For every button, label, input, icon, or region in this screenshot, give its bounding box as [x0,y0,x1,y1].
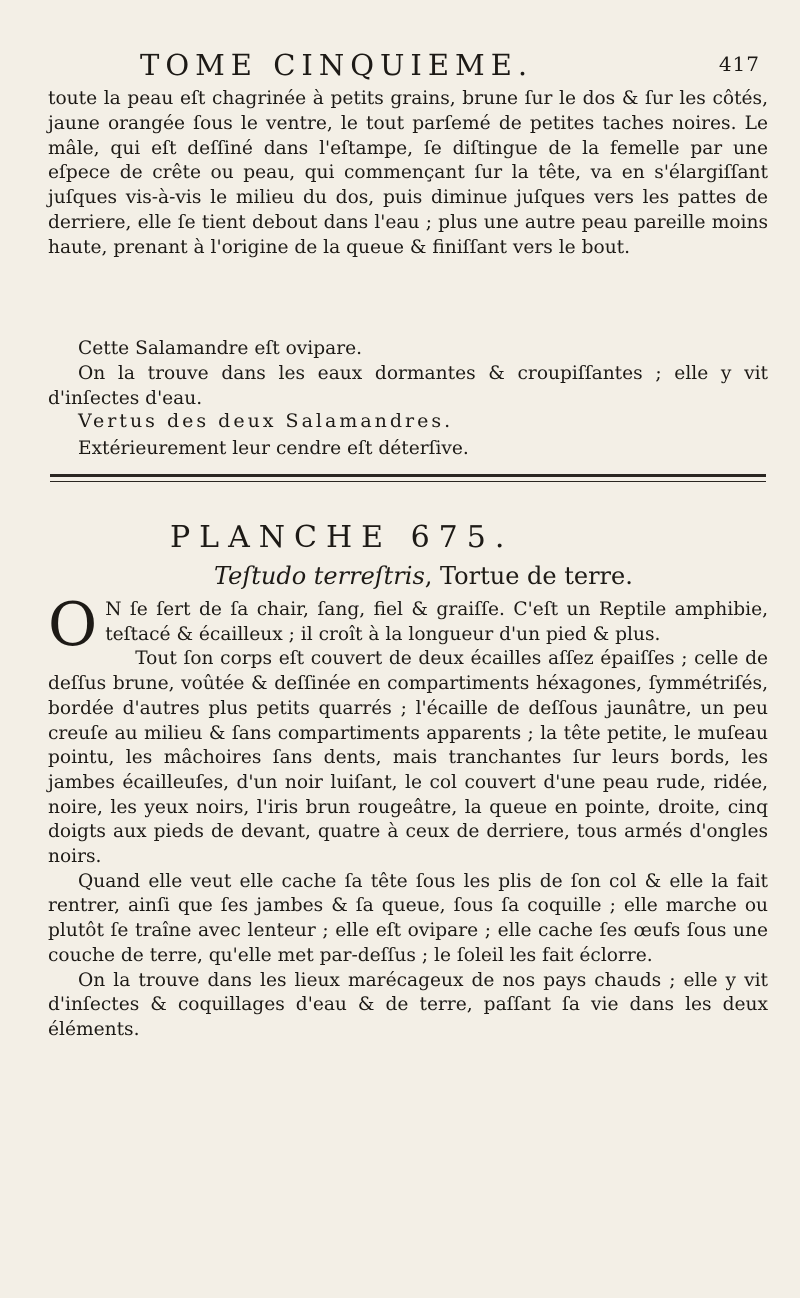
paragraph-text: On la trouve dans les lieux marécageux de nos pays chauds ; elle y vit d'inſectes & coquillages d'eau & de terre, paſſant ſa vie dans les deux éléments. [48,969,768,1040]
vertus-paragraph [48,437,768,462]
paragraph-text: toute la peau eſt chagrinée à petits grains, brune ſur le dos & ſur les côtés, jaune orangée ſous le ventre, le tout parſemé de petites taches noires. Le mâle, qui eſt deſſiné dans l'eſtampe, ſe diſtingue de la femelle par une eſpece de crête ou peau, qui commençant ſur la tête, va en s'élargiſſant juſques vis-à-vis le milieu du dos, puis diminue juſques vers les pattes de derriere, elle ſe tient debout dans l'eau ; plus une autre peau pareille moins haute, prenant à l'origine de la queue & finiſſant vers le bout. [48,88,768,258]
paragraph-text: On la trouve dans les eaux dormantes & croupiſſantes ; elle y vit d'inſectes d'eau. [48,363,768,409]
paragraph-text: Extérieurement leur cendre eſt déterſive. [78,438,469,459]
section-divider [50,474,766,482]
species-heading [214,562,633,590]
paragraph-text: N ſe ſert de ſa chair, ſang, fiel & graiſſe. C'eſt un Reptile amphibie, teſtacé & écailleux ; il croît à la longueur d'un pied & plus. [105,599,768,645]
ovipare-paragraph [48,337,768,362]
running-header [140,48,760,88]
latin-name: Teſtudo terreſtris [214,562,425,590]
header-title: TOME CINQUIEME. [140,48,534,82]
drop-cap: O [48,590,98,660]
continuation-paragraph [48,87,768,261]
common-name: , Tortue de terre. [424,562,633,590]
section-subheading: Vertus des deux Salamandres. [78,410,454,432]
paragraph-intro [48,590,768,660]
plate-title: PLANCHE 675. [170,520,514,555]
page-number: 417 [718,52,760,76]
plate-description [48,590,768,1043]
paragraph-text: Cette Salamandre eſt ovipare. [78,338,363,359]
paragraph-text: Tout ſon corps eſt couvert de deux écailles aſſez épaiſſes ; celle de deſſus brune, voûtée & deſſinée en compartiments héxagones, ſymmétriſés, bordée d'autres plus petits quarrés ; l'écaille de deſſous jaunâtre, un peu creuſe au milieu & ſans compartiments apparents ; la tête petite, le muſeau pointu, les mâchoires ſans dents, mais tranchantes ſur leurs bords, les jambes écailleuſes, d'un noir luiſant, le col couvert d'une peau rude, ridée, noire, les yeux noirs, l'iris brun rougeâtre, la queue en pointe, droite, cinq doigts aux pieds de devant, quatre à ceux de derriere, tous armés d'ongles noirs. [48,648,768,868]
habitat-paragraph [48,362,768,412]
paragraph-text: Quand elle veut elle cache ſa tête ſous les plis de ſon col & elle la fait rentrer, ainſi que ſes jambes & ſa queue, ſous ſa coquille ; elle marche ou plutôt ſe traîne avec lenteur ; elle eſt ovipare ; elle cache ſes œufs ſous une couche de terre, qu'elle met par-deſſus ; le ſoleil les fait éclorre. [48,870,768,966]
